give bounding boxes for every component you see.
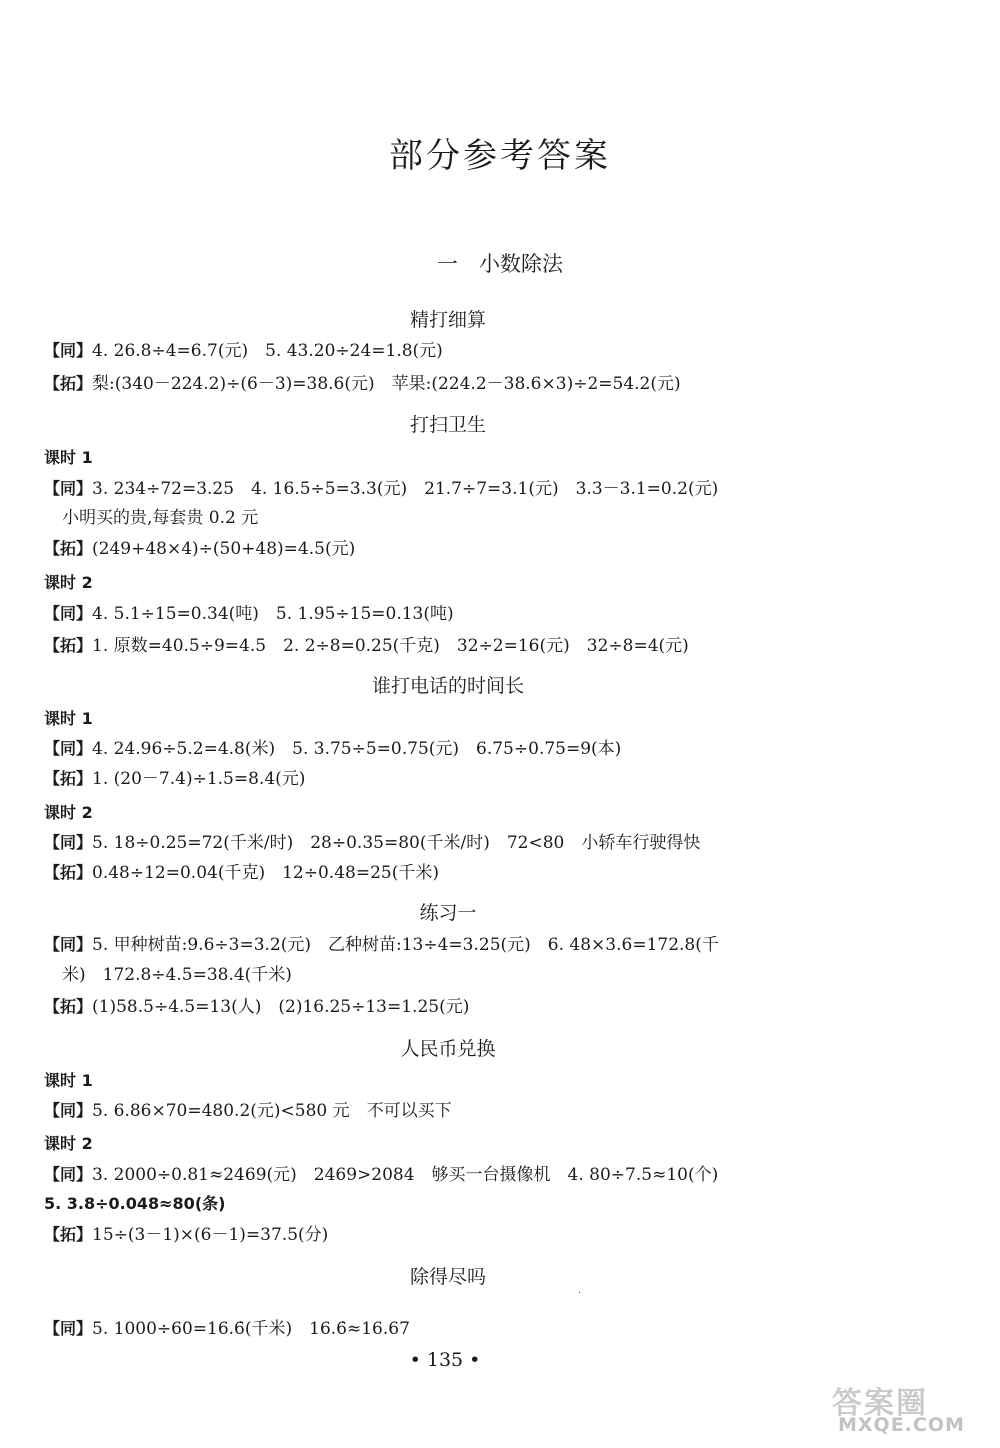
tag-label: 【拓】 — [44, 769, 93, 788]
chapter-heading: 一 小数除法 — [437, 252, 563, 276]
answer-text: 4. 26.8÷4=6.7(元) 5. 43.20÷24=1.8(元) — [92, 341, 443, 361]
stray-dot: · — [578, 1288, 582, 1299]
answer-text: 1. (20－7.4)÷1.5=8.4(元) — [92, 769, 306, 789]
tag-label: 【拓】 — [44, 374, 93, 393]
watermark-url: MXQE.COM — [838, 1414, 965, 1436]
page-number: • 135 • — [409, 1349, 481, 1371]
answer-text: 3. 234÷72=3.25 4. 16.5÷5=3.3(元) 21.7÷7=3.1(元) 3.3－3.1=0.2(元) — [92, 479, 719, 499]
tag-label: 【同】 — [44, 479, 93, 498]
lesson-label: 课时 1 — [44, 1071, 93, 1090]
answer-line — [44, 832, 700, 854]
tag-label: 【拓】 — [44, 863, 93, 882]
tag-label: 【同】 — [44, 341, 93, 360]
watermark-text: 答案圈 — [832, 1386, 928, 1421]
answer-text: 0.48÷12=0.04(千克) 12÷0.48=25(千米) — [92, 863, 439, 883]
tag-label: 【拓】 — [44, 997, 93, 1016]
answer-line — [44, 738, 621, 760]
answer-text: (249+48×4)÷(50+48)=4.5(元) — [92, 539, 356, 559]
section-title: 人民币兑换 — [400, 1038, 496, 1060]
answer-line — [44, 934, 719, 956]
answer-line — [44, 1100, 452, 1122]
answer-text: 15÷(3－1)×(6－1)=37.5(分) — [92, 1225, 329, 1245]
answer-line — [44, 635, 689, 657]
page-title: 部分参考答案 — [389, 136, 611, 176]
answer-text: (1)58.5÷4.5=13(人) (2)16.25÷13=1.25(元) — [92, 997, 470, 1017]
answer-line — [44, 373, 681, 395]
tag-label: 【同】 — [44, 1319, 93, 1338]
tag-label: 【同】 — [44, 935, 93, 954]
answer-text: 5. 6.86×70=480.2(元)<580 元 不可以买下 — [92, 1101, 452, 1121]
answer-continuation: 小明买的贵,每套贵 0.2 元 — [62, 508, 259, 528]
answer-line — [44, 862, 439, 884]
answer-line — [44, 538, 355, 560]
answer-text: 5. 18÷0.25=72(千米/时) 28÷0.35=80(千米/时) 72<80 小轿车行驶得快 — [92, 833, 701, 853]
watermark-logo — [832, 1378, 992, 1438]
tag-label: 【同】 — [44, 604, 93, 623]
answer-text: 梨:(340－224.2)÷(6－3)=38.6(元) 苹果:(224.2－38.6×3)÷2=54.2(元) — [92, 374, 681, 394]
answer-continuation — [44, 1193, 225, 1215]
section-title: 练习一 — [419, 902, 477, 924]
answer-line — [44, 340, 443, 362]
answer-line — [44, 603, 454, 625]
answer-text: 5. 甲种树苗:9.6÷3=3.2(元) 乙种树苗:13÷4=3.25(元) 6. 48×3.6=172.8(千 — [92, 935, 719, 955]
lesson-label: 课时 2 — [44, 573, 93, 592]
answer-text: 5. 1000÷60=16.6̇(千米) 16.6̇≈16.67 — [92, 1319, 410, 1339]
section-title: 精打细算 — [409, 309, 486, 331]
answer-text: 1. 原数=40.5÷9=4.5 2. 2÷8=0.25(千克) 32÷2=16(元) 32÷8=4(元) — [92, 636, 689, 656]
answer-line — [44, 1164, 718, 1186]
tag-label: 【同】 — [44, 1165, 93, 1184]
lesson-label: 课时 1 — [44, 448, 93, 467]
answer-line — [44, 1224, 328, 1246]
tag-label: 【拓】 — [44, 539, 93, 558]
answer-text: 3. 2000÷0.81≈2469(元) 2469>2084 够买一台摄像机 4. 80÷7.5≈10(个) — [92, 1165, 719, 1185]
tag-label: 【拓】 — [44, 1225, 93, 1244]
answer-line — [44, 478, 718, 500]
answer-text: 5. 3.8÷0.048≈80(条) — [44, 1194, 226, 1213]
lesson-label: 课时 1 — [44, 709, 93, 728]
section-title: 谁打电话的时间长 — [371, 675, 524, 697]
lesson-label: 课时 2 — [44, 803, 93, 822]
section-title: 除得尽吗 — [409, 1266, 486, 1288]
tag-label: 【拓】 — [44, 636, 93, 655]
lesson-label: 课时 2 — [44, 1134, 93, 1153]
tag-label: 【同】 — [44, 1101, 93, 1120]
answer-continuation: 米) 172.8÷4.5=38.4(千米) — [62, 965, 292, 985]
section-title: 打扫卫生 — [409, 414, 486, 436]
tag-label: 【同】 — [44, 833, 93, 852]
answer-line — [44, 996, 469, 1018]
answer-text: 4. 5.1÷15=0.34(吨) 5. 1.95÷15=0.13(吨) — [92, 604, 454, 624]
tag-label: 【同】 — [44, 739, 93, 758]
answer-text: 4. 24.96÷5.2=4.8(米) 5. 3.75÷5=0.75(元) 6.75÷0.75=9(本) — [92, 739, 622, 759]
answer-line — [44, 768, 305, 790]
answer-line — [44, 1318, 410, 1340]
